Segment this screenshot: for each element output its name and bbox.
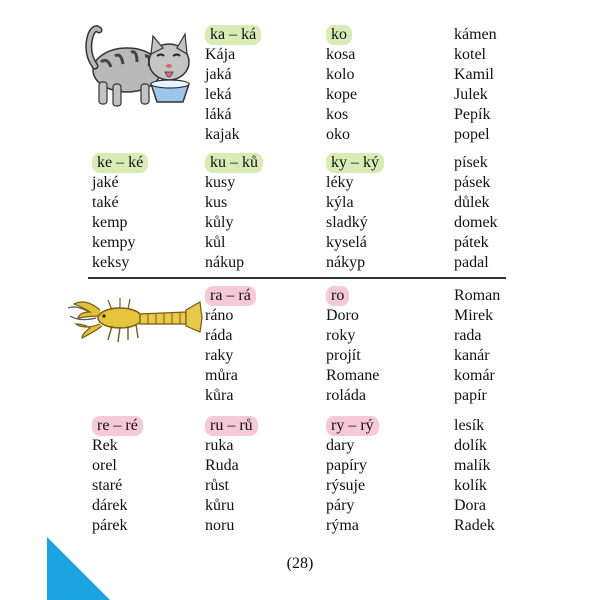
word-column-r-mixed <box>454 286 564 406</box>
syllable-header-ku: ku – ků <box>205 153 263 173</box>
word: rýma <box>326 517 359 534</box>
word: projít <box>326 347 361 364</box>
word: Ruda <box>205 457 239 474</box>
word: staré <box>92 477 123 494</box>
word: také <box>92 194 119 211</box>
syllable-header-ry: ry – rý <box>326 416 379 436</box>
word: kýla <box>326 194 354 211</box>
word: kanár <box>454 347 490 364</box>
word: dary <box>326 437 355 454</box>
word: Roman <box>454 287 501 304</box>
word-column-k-mixed-2 <box>454 153 564 273</box>
word: pásek <box>454 174 491 191</box>
word-column-k-mixed <box>454 25 564 145</box>
word: padal <box>454 254 489 271</box>
word: Kája <box>205 46 236 63</box>
word: ráda <box>205 327 233 344</box>
word: malík <box>454 457 491 474</box>
syllable-header-ro: ro <box>326 286 349 306</box>
word: kope <box>326 86 358 103</box>
word: kůru <box>205 497 235 514</box>
syllable-header-ra: ra – rá <box>205 286 256 306</box>
syllable-header-re: re – ré <box>92 416 143 436</box>
cat-illustration <box>85 22 205 117</box>
word: domek <box>454 214 498 231</box>
syllable-header-ru: ru – rů <box>205 416 258 436</box>
word: Rek <box>92 437 118 454</box>
word: dolík <box>454 437 487 454</box>
section-divider <box>88 277 506 279</box>
word: nákup <box>205 254 245 271</box>
word-column-re <box>92 416 202 536</box>
page-number: (28) <box>286 555 314 572</box>
word: kosa <box>326 46 356 63</box>
syllable-header-ko: ko <box>326 25 352 45</box>
word-column-ry <box>326 416 436 536</box>
word: jaká <box>205 66 232 83</box>
word: kos <box>326 106 349 123</box>
word: můra <box>205 367 238 384</box>
crayfish-illustration <box>68 294 203 349</box>
word-column-ka <box>205 25 315 145</box>
word-column-ra <box>205 286 315 406</box>
word: sladký <box>326 214 368 231</box>
word: lesík <box>454 417 485 434</box>
word: ruka <box>205 437 234 454</box>
word-column-ru <box>205 416 315 536</box>
word: jaké <box>92 174 119 191</box>
word: ráno <box>205 307 234 324</box>
word: kemp <box>92 214 128 231</box>
word: páry <box>326 497 355 514</box>
word: papíry <box>326 457 367 474</box>
word: kůly <box>205 214 234 231</box>
word: Mirek <box>454 307 494 324</box>
word: párek <box>92 517 128 534</box>
word: kyselá <box>326 234 367 251</box>
word: popel <box>454 126 490 143</box>
word: rada <box>454 327 482 344</box>
word: kempy <box>92 234 136 251</box>
word: Romane <box>326 367 380 384</box>
word: Kamil <box>454 66 494 83</box>
word: kajak <box>205 126 240 143</box>
word-column-ky <box>326 153 436 273</box>
word: kusy <box>205 174 236 191</box>
word: láká <box>205 106 232 123</box>
word: kůl <box>205 234 226 251</box>
word-column-ko <box>326 25 436 145</box>
word: kolík <box>454 477 487 494</box>
word: důlek <box>454 194 490 211</box>
word: komár <box>454 367 495 384</box>
word: Radek <box>454 517 495 534</box>
word: keksy <box>92 254 130 271</box>
word: Julek <box>454 86 488 103</box>
word-column-r-mixed-2 <box>454 416 564 536</box>
word: rýsuje <box>326 477 366 494</box>
syllable-header-ky: ky – ký <box>326 153 384 173</box>
word: kus <box>205 194 228 211</box>
word: písek <box>454 154 488 171</box>
word: oko <box>326 126 350 143</box>
word: Doro <box>326 307 359 324</box>
word: kotel <box>454 46 486 63</box>
word: roky <box>326 327 356 344</box>
word: raky <box>205 347 234 364</box>
word: léky <box>326 174 354 191</box>
word: nákyp <box>326 254 366 271</box>
syllable-header-ke: ke – ké <box>92 153 148 173</box>
word-column-ke <box>92 153 202 273</box>
word: Pepík <box>454 106 491 123</box>
word: kůra <box>205 387 234 404</box>
word: dárek <box>92 497 128 514</box>
word-column-ro <box>326 286 436 406</box>
word: noru <box>205 517 235 534</box>
word: orel <box>92 457 117 474</box>
word: růst <box>205 477 229 494</box>
word-column-ku <box>205 153 315 273</box>
word: leká <box>205 86 232 103</box>
syllable-header-ka: ka – ká <box>205 25 261 45</box>
word: pátek <box>454 234 489 251</box>
word: kámen <box>454 26 497 43</box>
word: Dora <box>454 497 486 514</box>
word: roláda <box>326 387 366 404</box>
word: papír <box>454 387 487 404</box>
word: kolo <box>326 66 355 83</box>
